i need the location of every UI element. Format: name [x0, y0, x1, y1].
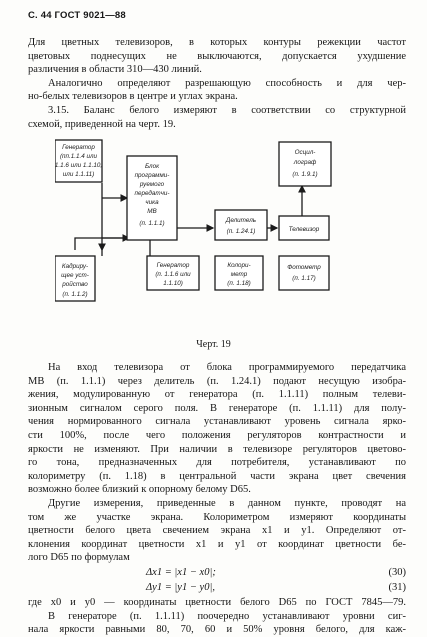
- label: или 1.1.11): [62, 171, 95, 178]
- figure-caption: Черт. 19: [196, 339, 231, 350]
- formula-30: [28, 566, 406, 580]
- label: 1.1.6 или 1.1.10,: [55, 162, 103, 169]
- text-line: цветности белого цвета свечением экрана x1 и y1. Определяют от-: [28, 525, 406, 537]
- label: (п. 1.9.1): [292, 171, 318, 178]
- formula-expression: Δy1 = |y1 − y0|,: [146, 582, 215, 593]
- formula-number: (30): [388, 567, 406, 578]
- label: (п. 1.1.2): [62, 291, 88, 298]
- text-line: Для цветных телевизоров, в которых контуры режекции частот: [28, 37, 406, 48]
- text-line: схемой, приведенной на черт. 19.: [28, 118, 176, 130]
- label: 1.1.10): [163, 280, 183, 287]
- text-line: лого D65 по формулам: [28, 552, 130, 564]
- formula-expression: Δx1 = |x1 − x0|;: [146, 567, 216, 578]
- label: передатчи-: [134, 190, 170, 197]
- label: (пп.1.1.4 или: [59, 153, 98, 160]
- label: щее уст-: [61, 272, 89, 279]
- text-line: зионным сигналом серого поля. В генераторе (п. 1.1.11) для полу-: [28, 402, 406, 414]
- label: чика: [145, 199, 159, 206]
- text-line: На вход телевизора от блока программируемого передатчика: [48, 362, 406, 373]
- text-line: Другие измерения, приведенные в данном пункте, проводят на: [48, 497, 406, 509]
- text-line: клонения координат цветности x1 и y1 от координат цветности бе-: [28, 538, 406, 550]
- label: Телевизор: [288, 226, 320, 233]
- text-line: чения нормированного сигнала устанавливают уровень сигнала ярко-: [28, 416, 406, 428]
- text-line: го тона, предназначенных для потребителя, устанавливают по: [28, 457, 406, 469]
- formula-31: [28, 581, 406, 595]
- text-line: различения в области 310—430 линий.: [28, 64, 202, 76]
- label: Колори-: [227, 262, 251, 269]
- label: Кадриру-: [61, 263, 89, 270]
- text-line: жения, модулированную от генератора (п. 1.1.11) полным телеви-: [28, 389, 406, 401]
- label: лограф: [293, 159, 317, 166]
- text-line: 3.15. Баланс белого измеряют в соответствии со структурной: [48, 104, 406, 116]
- label: ройство: [62, 281, 88, 288]
- label: Генератор: [156, 262, 190, 269]
- text-line: МВ (п. 1.1.1) через делитель (п. 1.24.1) подают несущую изобра-: [28, 375, 406, 387]
- label: метр: [230, 271, 248, 278]
- text-line: но-белых телевизоров в центре и углах экрана.: [28, 91, 238, 103]
- paragraph-top: [28, 36, 406, 131]
- label: (п. 1.1.1): [139, 220, 165, 227]
- label: МВ: [147, 208, 157, 215]
- formula-number: (31): [388, 582, 406, 593]
- text-line: где x0 и y0 — координаты цветности белого D65 по ГОСТ 7845—79.: [28, 597, 406, 608]
- paragraph-mid: [28, 361, 406, 565]
- text-line: возможно более близкий к опорному белому D65.: [28, 484, 251, 496]
- text-line: сти 100%, после чего положения регуляторов контрастности и: [28, 429, 406, 441]
- label: программи-: [134, 172, 170, 179]
- label: Осцил-: [294, 149, 316, 156]
- label: Генератор: [62, 144, 95, 151]
- text-line: том же участке экрана. Колориметром измеряют координаты: [28, 511, 406, 523]
- label: Делитель: [225, 217, 257, 224]
- label: Фотометр: [287, 264, 321, 271]
- label: (п. 1.24.1): [226, 228, 256, 235]
- paragraph-bottom: [28, 596, 406, 637]
- block-diagram: [55, 138, 385, 328]
- text-line: нала яркости равными 80, 70, 60 и 50% уровня белого, для каж-: [28, 624, 406, 636]
- label: (п. 1.1.6 или: [155, 271, 191, 278]
- text-line: яркости не изменяют. При наличии в телевизоре регуляторов цветово-: [28, 443, 406, 455]
- text-line: цветовых поднесущих не выключаются, допускается ухудшение: [28, 50, 406, 62]
- divider-block: [215, 210, 267, 240]
- text-line: Аналогично определяют разрешающую способность и для чер-: [48, 77, 406, 89]
- photometer-block: [279, 256, 329, 290]
- label: руемого: [139, 181, 165, 188]
- label: (п. 1.17): [292, 275, 316, 282]
- text-line: В генераторе (п. 1.1.11) поочередно устанавливают уровни сиг-: [48, 610, 406, 622]
- label: Блок: [144, 163, 160, 170]
- page-header: С. 44 ГОСТ 9021—88: [28, 10, 126, 21]
- text-line: колориметру (п. 1.18) в центральной части экрана цвет свечения: [28, 470, 406, 482]
- label: (п. 1.18): [227, 280, 251, 287]
